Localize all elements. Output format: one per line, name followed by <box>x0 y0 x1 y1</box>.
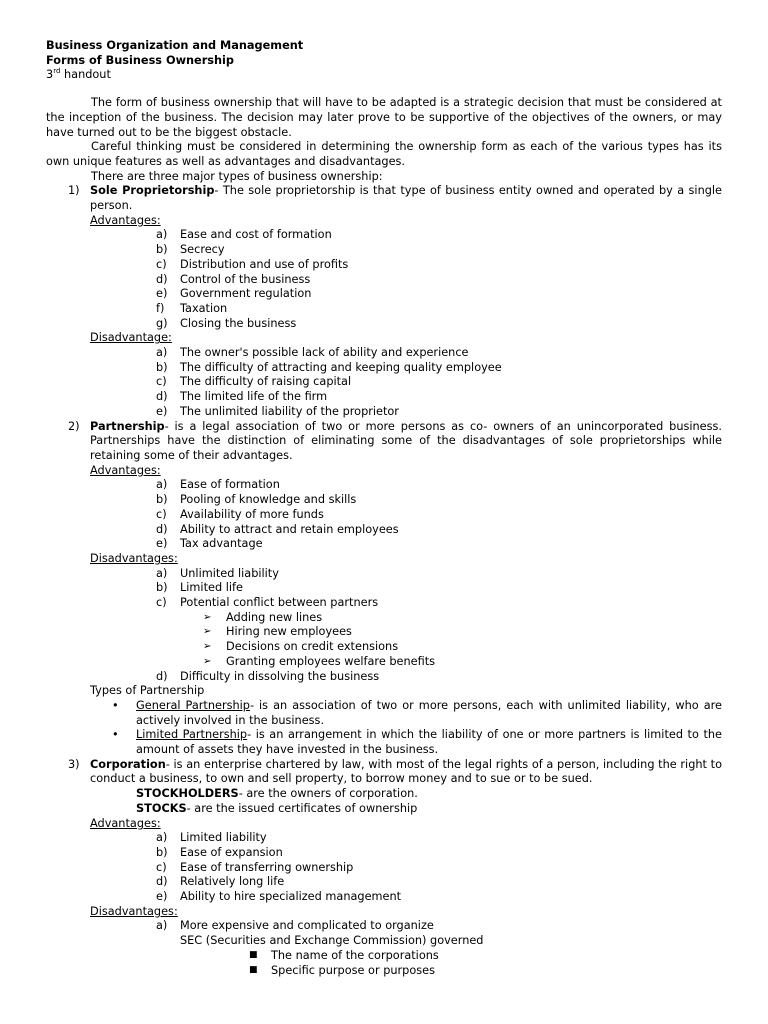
list-item: a) More expensive and complicated to organize <box>156 919 434 933</box>
stocks-definition: STOCKS- are the issued certificates of ownership <box>136 801 418 815</box>
corporation-advantages-label: Advantages: <box>90 816 161 830</box>
sole-advantages-label: Advantages: <box>90 213 161 227</box>
list-item: f) Taxation <box>156 301 228 315</box>
conflict-sublist <box>46 611 722 670</box>
list-item: d) Relatively long life <box>156 875 285 889</box>
sole-advantages-list <box>46 228 722 331</box>
sole-disadvantages-list <box>46 346 722 420</box>
list-item: c) Ease of transferring ownership <box>156 860 354 874</box>
list-item: a) Limited liability <box>156 831 267 845</box>
document-subtitle: Forms of Business Ownership <box>46 53 235 67</box>
list-item: a) Unlimited liability <box>156 566 279 580</box>
list-item: a) The owner's possible lack of ability and experience <box>156 346 469 360</box>
list-item: b) The difficulty of attracting and keeping quality employee <box>156 360 502 374</box>
list-item: b) Ease of expansion <box>156 845 283 859</box>
partnership-title: Partnership <box>90 419 165 433</box>
square-bullet-icon: ■ <box>249 964 258 975</box>
arrow-bullet-icon: ➢ <box>203 626 212 638</box>
list-item: ■ Specific purpose or purposes <box>249 963 435 977</box>
intro-paragraph-2: Careful thinking must be considered in determining the ownership form as each of the various types has its own unique features as well as advantages and disadvantages. <box>46 140 722 168</box>
document-title: Business Organization and Management <box>46 39 304 52</box>
partnership-types-label: Types of Partnership <box>90 684 205 698</box>
partnership-disadvantages-label: Disadvantages: <box>90 551 178 565</box>
list-item: e) Ability to hire specialized management <box>156 890 402 904</box>
list-item: d) Ability to attract and retain employees <box>156 522 399 536</box>
partnership-advantages-list <box>46 478 722 552</box>
list-item: e) Tax advantage <box>156 537 263 551</box>
list-item: b) Secrecy <box>156 243 225 257</box>
arrow-bullet-icon: ➢ <box>203 655 212 667</box>
list-item: ➢ Granting employees welfare benefits <box>203 654 436 668</box>
section-partnership: 2) Partnership- is a legal association of two or more persons as co- owners of an unincorporated business. Partnerships have the distinction of eliminating some of the disadvantages of sole proprietorships while retaining some of their advantages. <box>68 419 722 462</box>
section-corporation: 3) Corporation- is an enterprise chartered by law, with most of the legal rights of a person, including the right to conduct a business, to own and sell property, to borrow money and to sue or to be sued. <box>68 757 722 786</box>
document-page <box>46 39 722 978</box>
list-item: c) Distribution and use of profits <box>156 257 349 271</box>
handout-label: 3rd handout <box>46 67 111 82</box>
sec-governed-text: SEC (Securities and Exchange Commission) governed <box>180 934 484 948</box>
corporation-disadvantages-label: Disadvantages: <box>90 904 178 918</box>
section-sole-proprietorship: 1) Sole Proprietorship- The sole proprietorship is that type of business entity owned and operated by a single person. <box>68 184 722 213</box>
arrow-bullet-icon: ➢ <box>203 641 212 653</box>
corporation-advantages-list <box>46 831 722 905</box>
list-item: c) Availability of more funds <box>156 507 324 521</box>
sole-proprietorship-title: Sole Proprietorship <box>90 184 215 198</box>
limited-partnership-item: • Limited Partnership- is an arrangement in which the liability of one or more partners is limited to the amount of assets they have invested in the business. <box>112 728 722 757</box>
intro-paragraph-1: The form of business ownership that will have to be adapted is a strategic decision that must be considered at the inception of the business. The decision may later prove to be supportive of the objectives of the owners, or may have turned out to be the biggest obstacle. <box>46 96 722 139</box>
arrow-bullet-icon: ➢ <box>203 611 212 623</box>
list-item: d) Difficulty in dissolving the business <box>156 669 380 683</box>
stockholders-definition: STOCKHOLDERS- are the owners of corporation. <box>136 787 418 801</box>
sec-sublist <box>46 949 722 978</box>
general-partnership-item: • General Partnership- is an association of two or more persons, each with unlimited liability, who are actively involved in the business. <box>112 698 722 727</box>
bullet-icon: • <box>112 728 119 742</box>
list-item: b) Pooling of knowledge and skills <box>156 493 357 507</box>
list-item: ■ The name of the corporations <box>249 948 439 962</box>
list-item: e) Government regulation <box>156 287 312 301</box>
list-item: d) The limited life of the firm <box>156 390 328 404</box>
corporation-title: Corporation <box>90 757 166 771</box>
list-item: d) Control of the business <box>156 272 311 286</box>
partnership-advantages-label: Advantages: <box>90 463 161 477</box>
list-item: ➢ Adding new lines <box>203 610 323 624</box>
list-item: c) Potential conflict between partners <box>156 596 379 610</box>
sole-disadvantages-label: Disadvantage: <box>90 331 172 345</box>
bullet-icon: • <box>112 698 119 712</box>
list-item: a) Ease of formation <box>156 478 280 492</box>
list-item: a) Ease and cost of formation <box>156 228 332 242</box>
list-item: ➢ Decisions on credit extensions <box>203 640 399 654</box>
intro-paragraph-3: There are three major types of business ownership: <box>91 169 383 183</box>
list-item: e) The unlimited liability of the proprietor <box>156 404 399 418</box>
list-item: g) Closing the business <box>156 316 297 330</box>
list-item: ➢ Hiring new employees <box>203 625 352 639</box>
square-bullet-icon: ■ <box>249 949 258 960</box>
list-item: c) The difficulty of raising capital <box>156 375 352 389</box>
list-item: b) Limited life <box>156 581 243 595</box>
